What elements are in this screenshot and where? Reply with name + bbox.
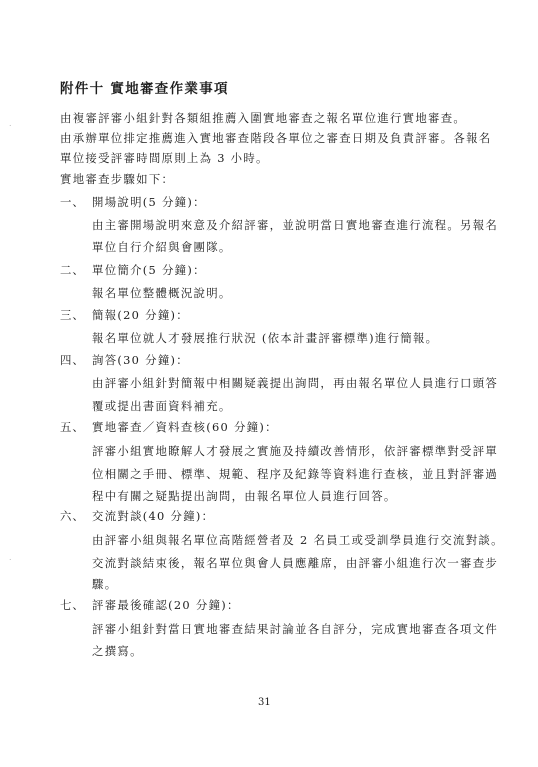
scan-mark: ˙ bbox=[8, 559, 13, 569]
step-number: 一、 bbox=[60, 195, 85, 209]
scan-mark: ˙ bbox=[8, 125, 13, 135]
step-body-line: 報名單位整體概況說明。 bbox=[92, 286, 232, 300]
page-number: 31 bbox=[258, 697, 271, 708]
step-body-line: 位相關之手冊、標準、規範、程序及紀錄等資料進行查核，並且對評審過 bbox=[92, 467, 499, 481]
step-heading: 單位簡介(5 分鐘)： bbox=[92, 263, 206, 277]
step-number: 三、 bbox=[60, 308, 85, 322]
step-body-line: 由評審小組針對簡報中相關疑義提出詢問，再由報名單位人員進行口頭答 bbox=[92, 376, 499, 390]
step-number: 六、 bbox=[60, 509, 85, 523]
step-heading: 實地審查／資料查核(60 分鐘)： bbox=[92, 420, 278, 434]
step-number: 二、 bbox=[60, 263, 85, 277]
document-title: 附件十 實地審查作業事項 bbox=[60, 81, 229, 97]
step-body-line: 驟。 bbox=[92, 577, 118, 591]
step-body-line: 報名單位就人才發展推行狀況 (依本計畫評審標準)進行簡報。 bbox=[92, 331, 439, 345]
step-number: 四、 bbox=[60, 353, 85, 367]
step-number: 五、 bbox=[60, 420, 85, 434]
step-heading: 交流對談(40 分鐘)： bbox=[92, 509, 215, 523]
intro-line: 由承辦單位排定推薦進入實地審查階段各單位之審查日期及負責評審。各報名 bbox=[60, 131, 492, 145]
step-heading: 詢答(30 分鐘)： bbox=[92, 353, 189, 367]
intro-line: 由複審評審小組針對各類組推薦入圍實地審查之報名單位進行實地審查。 bbox=[60, 111, 467, 125]
step-heading: 簡報(20 分鐘)： bbox=[92, 308, 189, 322]
step-body-line: 交流對談結束後，報名單位與會人員應離席，由評審小組進行次一審查步 bbox=[92, 556, 499, 570]
step-body-line: 評審小組針對當日實地審查結果討論並各自評分，完成實地審查各項文件 bbox=[92, 622, 499, 636]
step-number: 七、 bbox=[60, 598, 85, 612]
step-heading: 評審最後確認(20 分鐘)： bbox=[92, 598, 240, 612]
step-body-line: 程中有關之疑點提出詢問，由報名單位人員進行回答。 bbox=[92, 489, 397, 503]
steps-intro: 實地審查步驟如下： bbox=[60, 172, 175, 186]
step-body-line: 評審小組實地瞭解人才發展之實施及持續改善情形，依評審標準對受評單 bbox=[92, 444, 499, 458]
step-heading: 開場說明(5 分鐘)： bbox=[92, 195, 206, 209]
step-body-line: 之撰寫。 bbox=[92, 644, 143, 658]
step-body-line: 由評審小組與報名單位高階經營者及 2 名員工或受訓學員進行交流對談。 bbox=[92, 533, 504, 547]
step-body-line: 單位自行介紹與會團隊。 bbox=[92, 240, 232, 254]
step-body-line: 由主審開場說明來意及介紹評審，並說明當日實地審查進行流程。另報名 bbox=[92, 218, 499, 232]
intro-line: 單位接受評審時間原則上為 3 小時。 bbox=[60, 151, 269, 165]
step-body-line: 覆或提出書面資料補充。 bbox=[92, 399, 232, 413]
